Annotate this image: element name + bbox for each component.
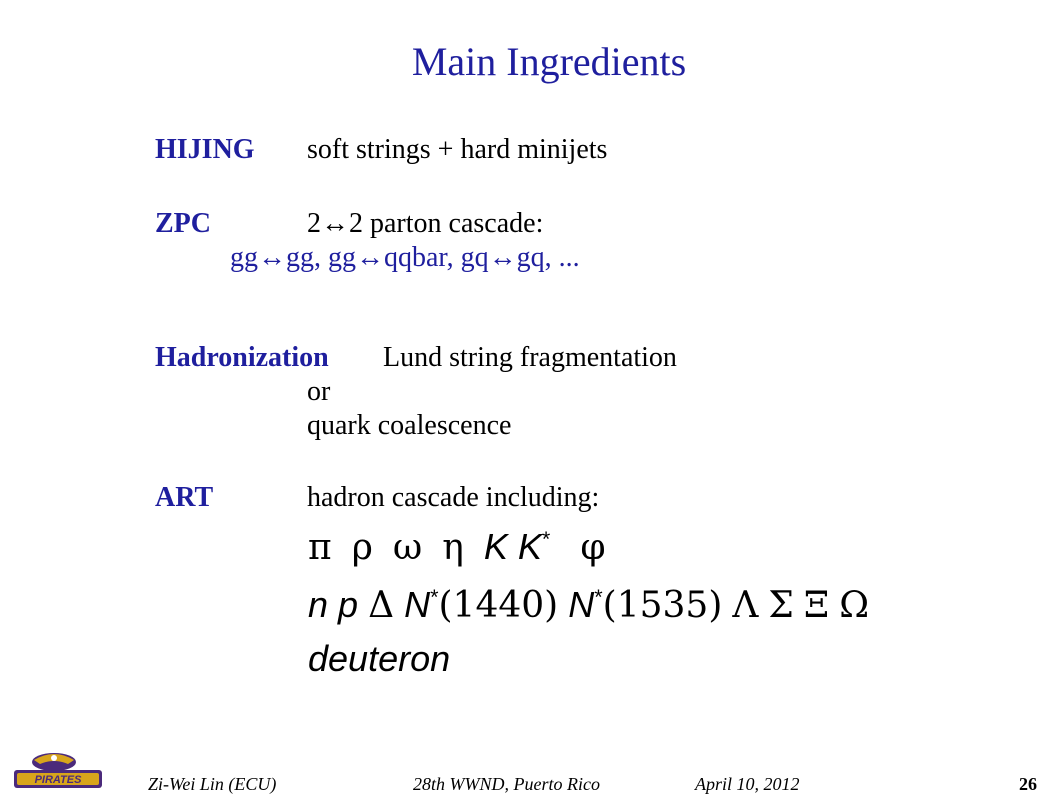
footer-date: April 10, 2012 <box>695 774 800 794</box>
omega-symbol: ω <box>392 527 423 568</box>
hijing-label: HIJING <box>155 134 255 165</box>
lambda-symbol: Λ <box>732 585 759 626</box>
n-star-superscript-2: * <box>594 584 603 609</box>
kaon-star-symbol: K <box>517 526 542 567</box>
rho-symbol: ρ <box>351 527 373 568</box>
hadronization-label: Hadronization <box>155 342 329 373</box>
proton-symbol: p <box>338 584 359 625</box>
ecu-pirates-logo <box>8 748 108 792</box>
footer-event: 28th WWND, Puerto Rico <box>413 774 600 794</box>
hadronization-text-2: or <box>307 376 331 407</box>
n-star-symbol: N <box>404 584 431 625</box>
kaon-star-superscript: * <box>541 526 551 551</box>
phi-symbol: φ <box>580 527 606 568</box>
omega-baryon-symbol: Ω <box>839 585 870 626</box>
n1440-mass: (1440) <box>438 585 559 626</box>
delta-symbol: Δ <box>368 585 395 626</box>
eta-symbol: η <box>442 527 464 568</box>
zpc-text: 2↔2 parton cascade: <box>307 208 544 239</box>
footer-author: Zi-Wei Lin (ECU) <box>148 774 277 794</box>
page-number: 26 <box>1019 774 1037 794</box>
art-label: ART <box>155 482 214 513</box>
n1535-mass: (1535) <box>602 585 723 626</box>
kaon-symbol: K <box>483 526 508 567</box>
pi-symbol: π <box>308 527 332 568</box>
slide-title: Main Ingredients <box>411 39 687 84</box>
hijing-text: soft strings + hard minijets <box>307 134 608 165</box>
baryon-list <box>308 584 869 626</box>
hadronization-text-1: Lund string fragmentation <box>383 342 677 373</box>
hadronization-text-3: quark coalescence <box>307 410 512 441</box>
xi-symbol: Ξ <box>803 585 830 626</box>
neutron-symbol: n <box>308 584 329 625</box>
zpc-processes: gg↔gg, gg↔qqbar, gq↔gq, ... <box>230 242 580 273</box>
art-text: hadron cascade including: <box>307 482 600 513</box>
n-star-superscript-1: * <box>430 584 439 609</box>
n-star-symbol-2: N <box>568 584 595 625</box>
zpc-label: ZPC <box>155 208 211 239</box>
deuteron <box>308 638 450 680</box>
sigma-symbol: Σ <box>768 585 794 626</box>
meson-list <box>308 526 606 568</box>
svg-text:PIRATES: PIRATES <box>34 774 82 786</box>
deuteron-text: deuteron <box>308 638 451 679</box>
